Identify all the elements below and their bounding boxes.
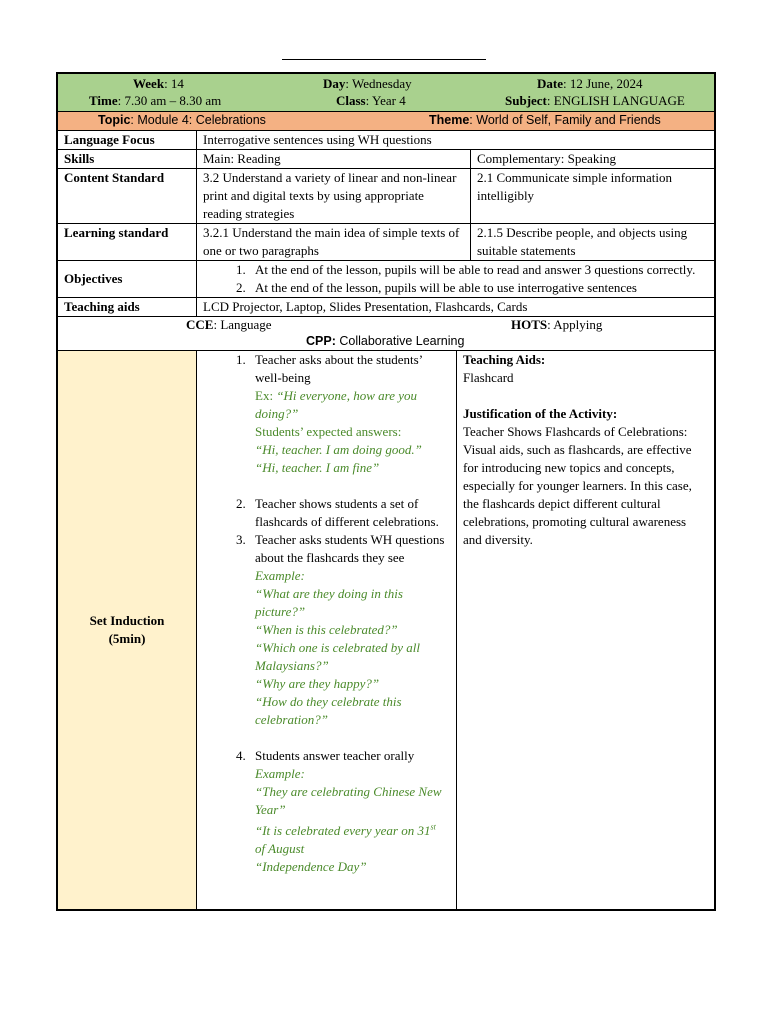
cce-cell: CCE: Language (186, 317, 272, 332)
content-standard-complementary: 2.1 Communicate simple information intelligibly (477, 170, 672, 203)
teaching-aids-row (58, 298, 714, 317)
step-item: 1. Teacher asks about the students’ well-being Ex: “Hi everyone, how are you doing?” Students’ expected answers: “Hi, teacher. I am doing good.” “Hi, teacher. I am fine” (249, 351, 446, 477)
date-cell: Date: 12 June, 2024 (537, 76, 643, 91)
set-induction-title: Set Induction (89, 613, 165, 628)
step-item: 3. Teacher asks students WH questions about the flashcards they see Example: “What are they doing in this picture?” “When is this celebrated?” “Which one is celebrated by all Malaysians?” “Why are they happy?” “How do they celebrate this celebration?” (249, 531, 446, 729)
set-induction-row (58, 351, 714, 909)
theme-cell: Theme: World of Self, Family and Friends (429, 113, 661, 127)
objectives-row (58, 261, 714, 298)
subject-cell: Subject: ENGLISH LANGUAGE (505, 93, 685, 108)
objectives-list (197, 261, 714, 297)
learning-standard-label: Learning standard (58, 224, 197, 260)
objectives-label: Objectives (58, 261, 197, 297)
content-standard-label: Content Standard (58, 169, 197, 223)
teaching-aids-heading: Teaching Aids: (463, 352, 546, 367)
topic-row (58, 112, 714, 131)
set-induction-label (58, 351, 197, 909)
learning-standard-complementary: 2.1.5 Describe people, and objects using suitable statements (477, 225, 688, 258)
lesson-plan-table (56, 72, 716, 911)
learning-standard-row (58, 224, 714, 261)
language-focus-row (58, 131, 714, 150)
day-cell: Day: Wednesday (323, 76, 412, 91)
justification-heading: Justification of the Activity: (463, 406, 618, 421)
content-standard-row (58, 169, 714, 224)
language-focus-value: Interrogative sentences using WH questions (203, 132, 432, 147)
hots-cell: HOTS: Applying (511, 317, 603, 332)
set-induction-notes (457, 351, 714, 909)
objective-item: 2. At the end of the lesson, pupils will be able to use interrogative sentences (249, 279, 708, 297)
topic-cell: Topic: Module 4: Celebrations (98, 113, 266, 127)
skills-complementary: Complementary: Speaking (477, 151, 617, 166)
skills-row (58, 150, 714, 169)
language-focus-label: Language Focus (58, 131, 197, 149)
header-row (58, 74, 714, 112)
objectives-list-cell (197, 261, 714, 297)
justification-text: Teacher Shows Flashcards of Celebrations: Visual aids, such as flashcards, are effective for introducing new topics and concepts, especially for younger learners. In this case, the flashcards depict different cultural celebrations, promoting cultural awareness and diversity. (463, 424, 692, 547)
skills-label: Skills (58, 150, 197, 168)
title-underline (282, 59, 486, 60)
learning-standard-main: 3.2.1 Understand the main idea of simple texts of one or two paragraphs (197, 224, 471, 260)
teaching-aids-value: LCD Projector, Laptop, Slides Presentation, Flashcards, Cards (203, 299, 528, 314)
steps-list (197, 351, 456, 876)
teaching-aids-label: Teaching aids (58, 298, 197, 316)
class-cell: Class: Year 4 (336, 93, 406, 108)
cce-hots-cpp-row (58, 317, 714, 351)
step-item: 2. Teacher shows students a set of flashcards of different celebrations. (249, 495, 446, 531)
time-cell: Time: 7.30 am – 8.30 am (89, 93, 222, 108)
teaching-aids-item: Flashcard (463, 370, 514, 385)
step-item: 4. Students answer teacher orally Example: “They are celebrating Chinese New Year” “It is celebrated every year on 31st of August “Independence Day” (249, 747, 446, 876)
objective-item: 1. At the end of the lesson, pupils will be able to read and answer 3 questions correctly. (249, 261, 708, 279)
content-standard-main: 3.2 Understand a variety of linear and non-linear print and digital texts by using appropriate reading strategies (197, 169, 471, 223)
skills-main: Main: Reading (197, 150, 471, 168)
week-cell: Week: 14 (133, 76, 184, 91)
cpp-cell: CPP: Collaborative Learning (306, 334, 465, 348)
set-induction-steps (197, 351, 457, 909)
set-induction-duration: (5min) (108, 631, 146, 646)
